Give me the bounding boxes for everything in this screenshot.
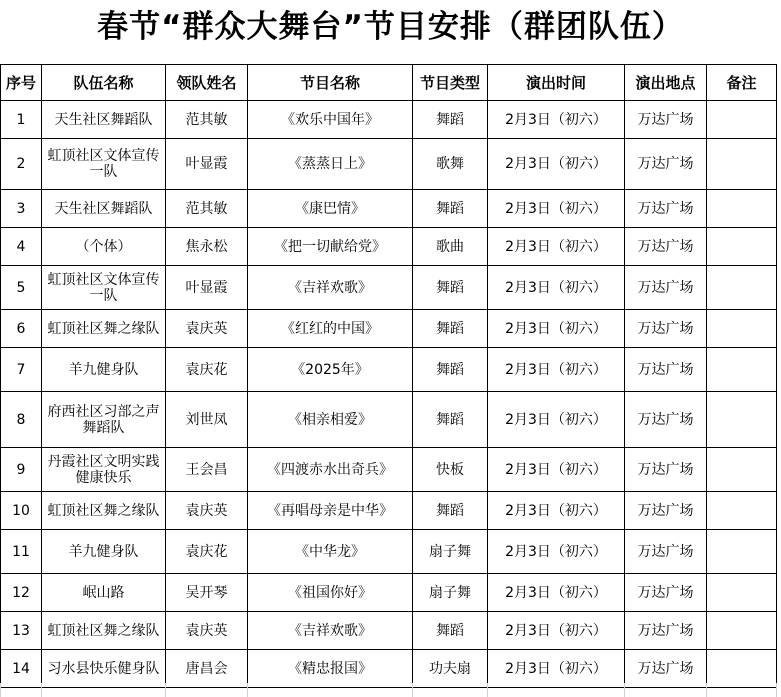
cell-remark (707, 228, 777, 266)
table-row (1, 392, 777, 448)
table-row (1, 310, 777, 348)
table-row (1, 266, 777, 310)
header-no: 序号 (1, 65, 42, 101)
cell-time: 2月3日（初六） (488, 266, 625, 310)
team-name-text: 羊九健身队 (68, 361, 139, 378)
team-name-text: 丹霞社区文明实践健康快乐 (47, 453, 160, 486)
cell-team (42, 392, 166, 448)
cell-leader: 袁庆英 (166, 612, 248, 650)
cell-type: 舞蹈 (413, 266, 488, 310)
cell-time: 2月3日（初六） (488, 190, 625, 228)
cell-type: 扇子舞 (413, 530, 488, 574)
cell-leader: 袁庆花 (166, 348, 248, 392)
cell-leader: 叶显霞 (166, 266, 248, 310)
team-name-text: 虹顶社区舞之缘队 (47, 502, 160, 519)
table-body (1, 101, 777, 688)
cell-team (42, 139, 166, 190)
table-row (1, 228, 777, 266)
table-row (1, 612, 777, 650)
cell-no: 14 (1, 650, 42, 688)
cell-remark (707, 190, 777, 228)
cell-leader: 袁庆花 (166, 530, 248, 574)
cell-team (42, 348, 166, 392)
cell-type: 功夫扇 (413, 650, 488, 688)
cell-no: 10 (1, 492, 42, 530)
cell-team (42, 492, 166, 530)
cell-program: 《把一切献给党》 (248, 228, 413, 266)
cell-place: 万达广场 (625, 266, 707, 310)
cell-program: 《四渡赤水出奇兵》 (248, 448, 413, 492)
page-title: 春节“群众大舞台”节目安排（群团队伍） (97, 9, 684, 45)
table-row (1, 492, 777, 530)
team-name-text: 羊九健身队 (68, 543, 139, 560)
cell-time: 2月3日（初六） (488, 448, 625, 492)
cell-team (42, 574, 166, 612)
cell-time: 2月3日（初六） (488, 348, 625, 392)
cell-type: 歌曲 (413, 228, 488, 266)
cell-leader: 范其敏 (166, 101, 248, 139)
cell-type: 快板 (413, 448, 488, 492)
cell-program: 《红红的中国》 (248, 310, 413, 348)
cell-no: 13 (1, 612, 42, 650)
cell-program: 《祖国你好》 (248, 574, 413, 612)
table-row (1, 348, 777, 392)
cell-program: 《2025年》 (248, 348, 413, 392)
cell-remark (707, 348, 777, 392)
cell-no: 5 (1, 266, 42, 310)
table-row (1, 139, 777, 190)
cell-place: 万达广场 (625, 612, 707, 650)
cell-team (42, 310, 166, 348)
cell-no: 1 (1, 101, 42, 139)
cell-program: 《精忠报国》 (248, 650, 413, 688)
cell-program: 《吉祥欢歌》 (248, 612, 413, 650)
cell-place: 万达广场 (625, 392, 707, 448)
cell-remark (707, 310, 777, 348)
cell-type: 舞蹈 (413, 310, 488, 348)
team-name-text: 虹顶社区文体宣传一队 (47, 271, 160, 304)
cell-program: 《吉祥欢歌》 (248, 266, 413, 310)
team-name-text: 府西社区习部之声舞蹈队 (47, 403, 160, 436)
header-remark: 备注 (707, 65, 777, 101)
cell-time: 2月3日（初六） (488, 228, 625, 266)
cell-remark (707, 392, 777, 448)
cell-type: 歌舞 (413, 139, 488, 190)
header-place: 演出地点 (625, 65, 707, 101)
cell-place: 万达广场 (625, 530, 707, 574)
cell-remark (707, 574, 777, 612)
program-schedule-table (0, 64, 777, 688)
cell-type: 扇子舞 (413, 574, 488, 612)
cell-time: 2月3日（初六） (488, 101, 625, 139)
header-leader: 领队姓名 (166, 65, 248, 101)
table-row (1, 650, 777, 688)
cell-time: 2月3日（初六） (488, 139, 625, 190)
cell-remark (707, 612, 777, 650)
cell-time: 2月3日（初六） (488, 530, 625, 574)
cell-no: 8 (1, 392, 42, 448)
cell-leader: 袁庆英 (166, 310, 248, 348)
team-name-text: 天生社区舞蹈队 (54, 200, 153, 217)
cell-program: 《中华龙》 (248, 530, 413, 574)
cell-place: 万达广场 (625, 574, 707, 612)
cell-leader: 吴开琴 (166, 574, 248, 612)
cell-place: 万达广场 (625, 310, 707, 348)
cell-team (42, 448, 166, 492)
cell-team (42, 650, 166, 688)
cell-time: 2月3日（初六） (488, 492, 625, 530)
cell-no: 3 (1, 190, 42, 228)
cell-time: 2月3日（初六） (488, 310, 625, 348)
cell-place: 万达广场 (625, 228, 707, 266)
cell-remark (707, 448, 777, 492)
cell-remark (707, 492, 777, 530)
cell-leader: 王会昌 (166, 448, 248, 492)
table-header-row (1, 65, 777, 101)
team-name-text: 天生社区舞蹈队 (54, 111, 153, 128)
cell-no: 12 (1, 574, 42, 612)
table-row (1, 448, 777, 492)
cell-place: 万达广场 (625, 448, 707, 492)
cell-team (42, 228, 166, 266)
cell-no: 4 (1, 228, 42, 266)
cell-type: 舞蹈 (413, 101, 488, 139)
cell-team (42, 190, 166, 228)
cell-place: 万达广场 (625, 650, 707, 688)
cell-remark (707, 139, 777, 190)
cell-no: 11 (1, 530, 42, 574)
table-row (1, 530, 777, 574)
cell-program: 《康巴情》 (248, 190, 413, 228)
cell-type: 舞蹈 (413, 612, 488, 650)
cell-leader: 焦永松 (166, 228, 248, 266)
cell-remark (707, 650, 777, 688)
cell-program: 《相亲相爱》 (248, 392, 413, 448)
cell-type: 舞蹈 (413, 392, 488, 448)
cell-leader: 袁庆英 (166, 492, 248, 530)
cell-team (42, 530, 166, 574)
cell-place: 万达广场 (625, 348, 707, 392)
header-team: 队伍名称 (42, 65, 166, 101)
header-type: 节目类型 (413, 65, 488, 101)
cell-time: 2月3日（初六） (488, 574, 625, 612)
cell-team (42, 612, 166, 650)
cell-leader: 范其敏 (166, 190, 248, 228)
team-name-text: 习水县快乐健身队 (47, 660, 160, 677)
sheet-grid-tail (0, 683, 777, 697)
cell-leader: 叶显霞 (166, 139, 248, 190)
team-name-text: 虹顶社区文体宣传一队 (47, 148, 160, 180)
cell-team (42, 101, 166, 139)
cell-leader: 刘世凤 (166, 392, 248, 448)
team-name-text: 虹顶社区舞之缘队 (47, 622, 160, 639)
cell-type: 舞蹈 (413, 492, 488, 530)
cell-program: 《蒸蒸日上》 (248, 139, 413, 190)
cell-no: 2 (1, 139, 42, 190)
team-name-text: （个体） (75, 238, 132, 255)
cell-remark (707, 530, 777, 574)
cell-remark (707, 266, 777, 310)
table-row (1, 101, 777, 139)
cell-time: 2月3日（初六） (488, 650, 625, 688)
cell-leader: 唐昌会 (166, 650, 248, 688)
cell-time: 2月3日（初六） (488, 612, 625, 650)
cell-place: 万达广场 (625, 492, 707, 530)
cell-type: 舞蹈 (413, 190, 488, 228)
cell-no: 6 (1, 310, 42, 348)
cell-place: 万达广场 (625, 139, 707, 190)
cell-type: 舞蹈 (413, 348, 488, 392)
cell-no: 7 (1, 348, 42, 392)
cell-team (42, 266, 166, 310)
table-row (1, 190, 777, 228)
cell-program: 《再唱母亲是中华》 (248, 492, 413, 530)
header-time: 演出时间 (488, 65, 625, 101)
cell-no: 9 (1, 448, 42, 492)
team-name-text: 虹顶社区舞之缘队 (47, 320, 160, 337)
cell-remark (707, 101, 777, 139)
cell-place: 万达广场 (625, 101, 707, 139)
team-name-text: 岷山路 (82, 584, 125, 601)
header-program: 节目名称 (248, 65, 413, 101)
table-row (1, 574, 777, 612)
cell-place: 万达广场 (625, 190, 707, 228)
cell-program: 《欢乐中国年》 (248, 101, 413, 139)
cell-time: 2月3日（初六） (488, 392, 625, 448)
